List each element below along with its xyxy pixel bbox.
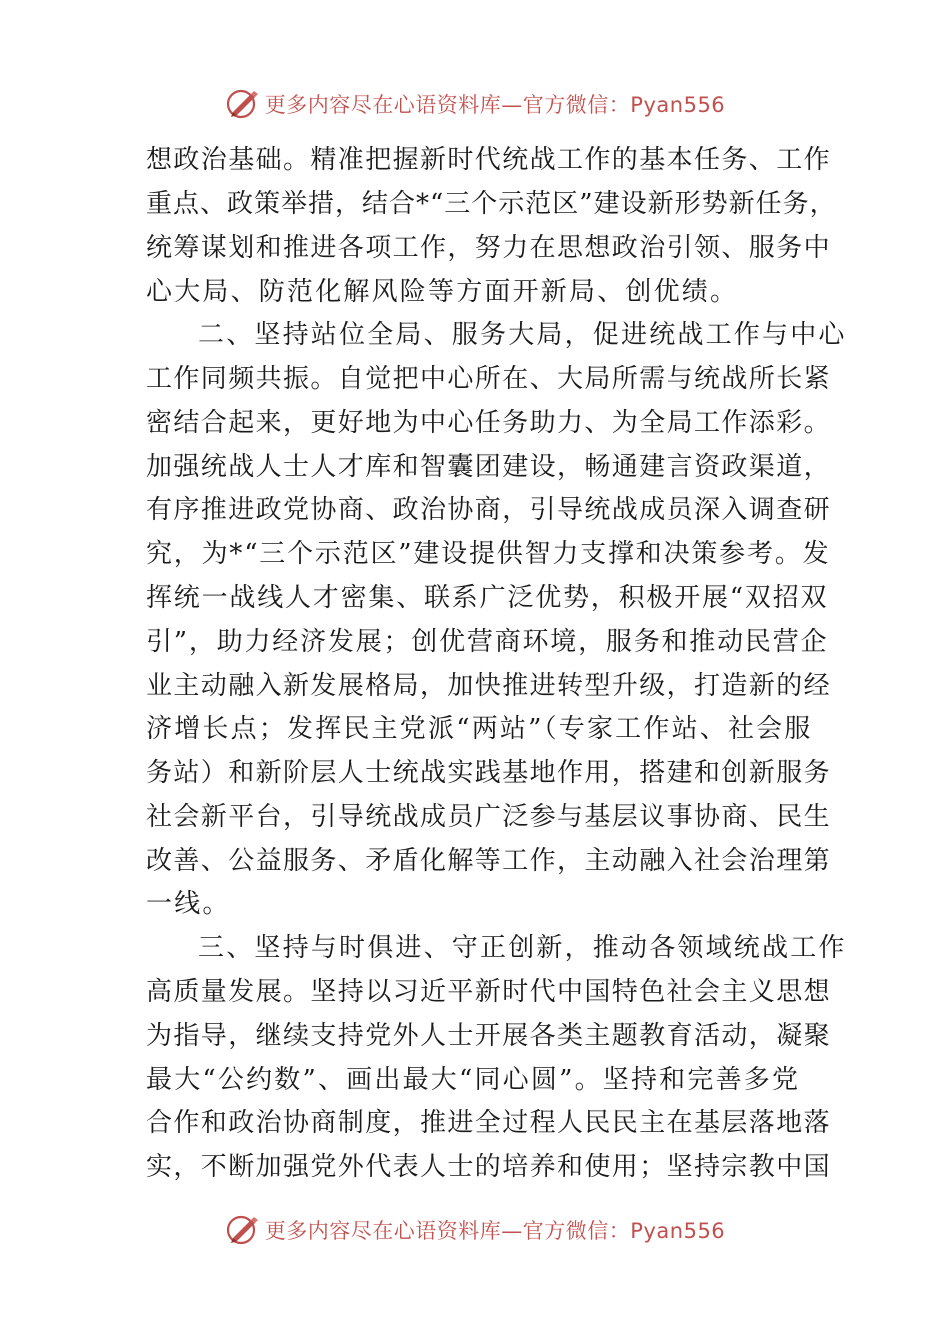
- body-line: 高质量发展。坚持以习近平新时代中国特色社会主义思想: [146, 977, 832, 1007]
- body-line: 心大局、防范化解风险等方面开新局、创优绩。: [146, 277, 739, 307]
- body-line: 引”，助力经济发展；创优营商环境，服务和推动民营企: [146, 627, 829, 657]
- body-line: 实，不断加强党外代表人士的培养和使用；坚持宗教中国: [146, 1152, 832, 1182]
- body-line: 最大“公约数”、画出最大“同心圆”。坚持和完善多党: [146, 1065, 801, 1095]
- header-watermark-banner: [0, 84, 950, 124]
- body-line: 想政治基础。精准把握新时代统战工作的基本任务、工作: [146, 145, 832, 175]
- body-line: 重点、政策举措，结合*“三个示范区”建设新形势新任务，: [146, 189, 837, 219]
- paragraph-2-heading-line: 二、坚持站位全局、服务大局，促进统战工作与中心: [198, 320, 847, 350]
- footer-watermark-text: 更多内容尽在心语资料库—官方微信：Pyan556: [264, 1219, 726, 1243]
- header-watermark-text: 更多内容尽在心语资料库—官方微信：Pyan556: [264, 93, 726, 117]
- body-line: 密结合起来，更好地为中心任务助力、为全局工作添彩。: [146, 408, 832, 438]
- body-line: 挥统一战线人才密集、联系广泛优势，积极开展“双招双: [146, 583, 829, 613]
- body-line: 为指导，继续支持党外人士开展各类主题教育活动，凝聚: [146, 1021, 832, 1051]
- body-line: 有序推进政党协商、政治协商，引导统战成员深入调查研: [146, 495, 832, 525]
- body-line: 社会新平台，引导统战成员广泛参与基层议事协商、民生: [146, 802, 832, 832]
- body-line: 合作和政治协商制度，推进全过程人民民主在基层落地落: [146, 1108, 832, 1138]
- body-line: 工作同频共振。自觉把中心所在、大局所需与统战所长紧: [146, 364, 832, 394]
- pen-circle-logo-icon: [225, 86, 261, 122]
- body-line: 统筹谋划和推进各项工作，努力在思想政治引领、服务中: [146, 233, 832, 263]
- body-line: 究，为*“三个示范区”建设提供智力支撑和决策参考。发: [146, 539, 831, 569]
- pen-circle-logo-icon: [225, 1212, 261, 1248]
- body-line: 一线。: [146, 889, 231, 919]
- footer-watermark-banner: [0, 1210, 950, 1250]
- body-line: 济增长点；发挥民主党派“两站”（专家工作站、社会服: [146, 714, 813, 744]
- body-line: 加强统战人士人才库和智囊团建设，畅通建言资政渠道，: [146, 452, 832, 482]
- body-line: 务站）和新阶层人士统战实践基地作用，搭建和创新服务: [146, 758, 832, 788]
- body-line: 改善、公益服务、矛盾化解等工作，主动融入社会治理第: [146, 846, 832, 876]
- paragraph-3-heading-line: 三、坚持与时俱进、守正创新，推动各领域统战工作: [198, 933, 847, 963]
- body-line: 业主动融入新发展格局，加快推进转型升级，打造新的经: [146, 671, 832, 701]
